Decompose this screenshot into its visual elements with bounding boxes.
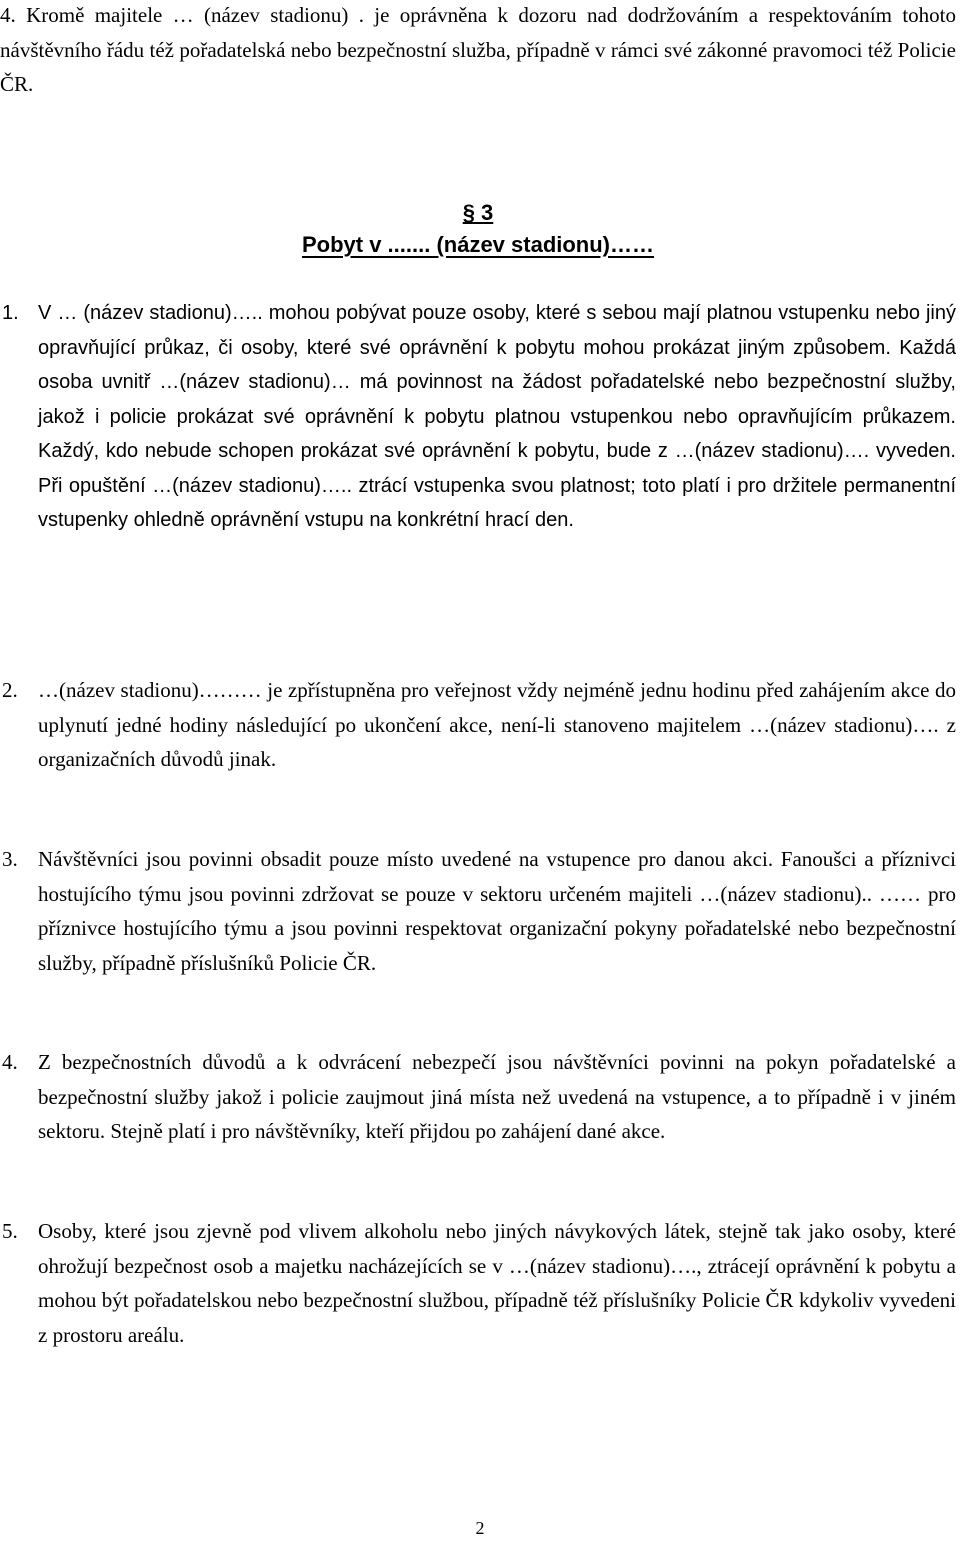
list-item-number: 1. [2, 302, 19, 324]
list-item-text: …(název stadionu)……… je zpřístupněna pro veřejnost vždy nejméně jednu hodinu před zahájením akce do uplynutí jedné hodiny následující po ukončení akce, není-li stanoveno majitelem …(název stadionu)…. z organizačních důvodů jinak. [38, 678, 956, 771]
top-item [0, 0, 956, 102]
list-item-text: V … (název stadionu)….. mohou pobývat pouze osoby, které s sebou mají platnou vstupenku nebo jiný opravňující průkaz, či osoby, které své oprávnění k pobytu mohou prokázat jiným způsobem. Každá osoba uvnitř …(název stadionu)… má povinnost na žádost pořadatelské nebo bezpečnostní služby, jakož i policie prokázat své oprávnění k pobytu platnou vstupenkou nebo opravňujícím průkazem. Každý, kdo nebude schopen prokázat své oprávnění k pobytu, bude z …(název stadionu)…. vyveden. Při opuštění …(název stadionu)….. ztrácí vstupenka svou platnost; toto platí i pro držitele permanentní vstupenky ohledně oprávnění vstupu na konkrétní hrací den. [38, 302, 956, 531]
list-item [0, 842, 956, 980]
section-number: § 3 [462, 200, 494, 225]
list-item-number: 3. [2, 847, 18, 871]
list-item-text: Návštěvníci jsou povinni obsadit pouze místo uvedené na vstupence pro danou akci. Fanoušci a příznivci hostujícího týmu jsou povinni zdržovat se pouze v sektoru určeném majiteli …(název stadionu).. …… pro příznivce hostujícího týmu a jsou povinni respektovat organizační pokyny pořadatelské nebo bezpečnostní služby, případně příslušníků Policie ČR. [38, 847, 956, 975]
list-item [0, 673, 956, 777]
page-number: 2 [475, 1518, 485, 1538]
top-item-number: 4. [0, 3, 16, 27]
list-item-number: 2. [2, 678, 18, 702]
list-item-number: 4. [2, 1050, 18, 1074]
list-item [0, 1045, 956, 1149]
list-item-text: Osoby, které jsou zjevně pod vlivem alkoholu nebo jiných návykových látek, stejně tak jako osoby, které ohrožují bezpečnost osob a majetku nacházejících se v …(název stadionu)…., ztrácejí oprávnění k pobytu a mohou být pořadatelskou nebo bezpečnostní službou, případně též příslušníky Policie ČR kdykoliv vyvedeni z prostoru areálu. [38, 1219, 956, 1347]
section-heading [0, 197, 956, 261]
list-item [0, 296, 956, 538]
list-item-text: Z bezpečnostních důvodů a k odvrácení nebezpečí jsou návštěvníci povinni na pokyn pořadatelské a bezpečnostní služby jakož i policie zaujmout jiná místa než uvedená na vstupence, a to případně i v jiném sektoru. Stejně platí i pro návštěvníky, kteří přijdou po zahájení dané akce. [38, 1050, 956, 1143]
top-item-text: Kromě majitele … (název stadionu) . je oprávněna k dozoru nad dodržováním a respektováním tohoto návštěvního řádu též pořadatelská nebo bezpečnostní služba, případně v rámci své zákonné pravomoci též Policie ČR. [0, 3, 957, 96]
section-title: Pobyt v ....... (název stadionu)…… [301, 232, 655, 257]
list-item [0, 1214, 956, 1352]
list-item-number: 5. [2, 1219, 18, 1243]
